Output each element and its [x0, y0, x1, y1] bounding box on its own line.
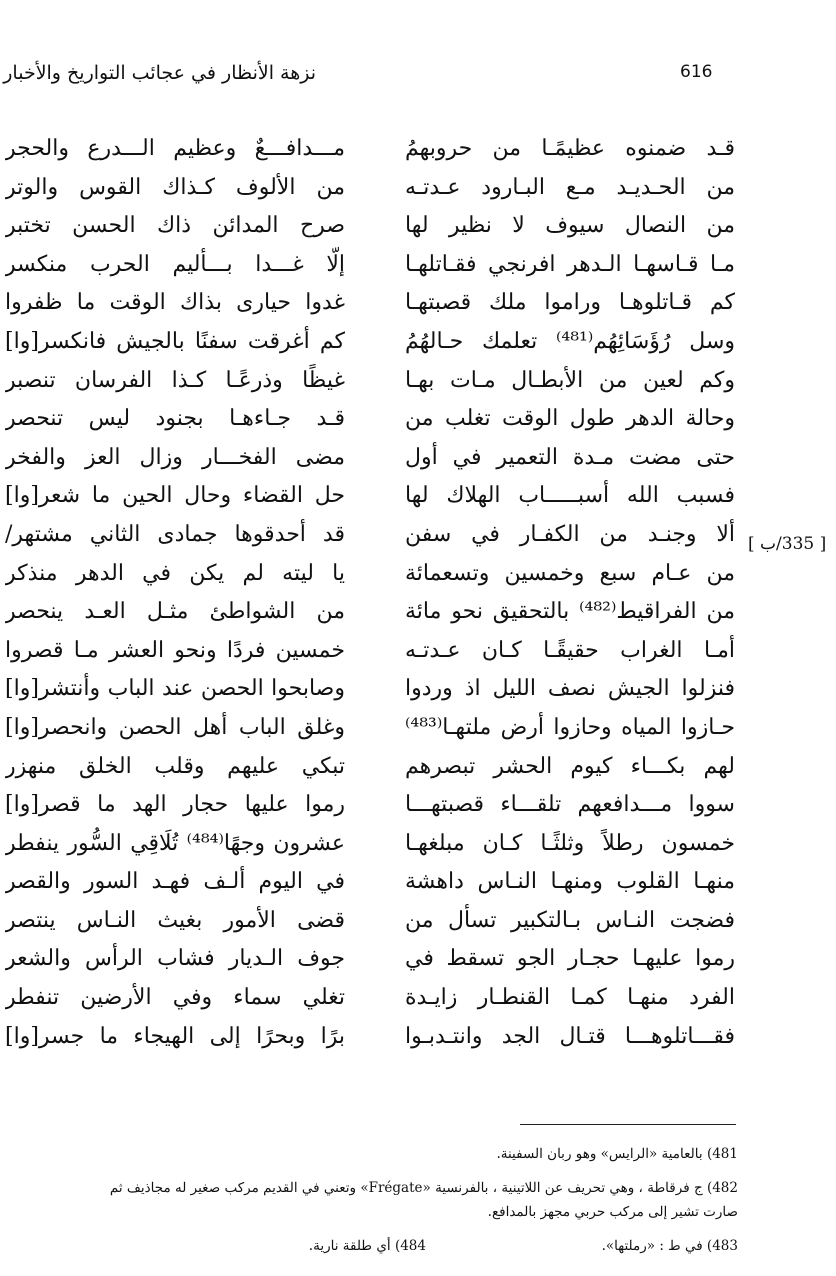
verse-line: منهـا القلوب ومنهـا النـاس داهشة: [405, 869, 735, 895]
poem-left-column: [5, 130, 345, 1056]
verse-line: برًا وبحرًا إلى الهيجاء ما جسر[وا]: [5, 1023, 345, 1049]
verse-line: فسبب الله أسبـــــاب الهلاك لها: [405, 483, 735, 509]
verse-line: من عـام سبع وخمسين وتسعمائة: [405, 560, 735, 586]
verse-line: حل القضاء وحال الحين ما شعر[وا]: [5, 483, 345, 509]
verse-line: مـا قـاسهـا الـدهر افرنجي فقـاتلهـا: [405, 251, 735, 277]
verse-line: وحالة الدهر طول الوقت تغلب من: [405, 406, 735, 432]
footnote-separator: [520, 1124, 736, 1125]
verse-line: حتى مضت مـدة التعمير في أول: [405, 444, 735, 470]
verse-line: فقـــاتلوهـــا قتـال الجد وانتـدبـوا: [405, 1023, 735, 1049]
page-number: 616: [680, 62, 713, 82]
verse-line: من الألوف كـذاك القوس والوتر: [5, 174, 345, 200]
verse-line: لهم بكـــاء كيوم الحشر تبصرهم: [405, 753, 735, 779]
verse-line: خمسين فردًا ونحو العشر مـا قصروا: [5, 637, 345, 663]
verse-line: من النصال سيوف لا نظير لها: [405, 213, 735, 239]
verse-line: خمسون رطلاً وثلثًـا كـان مبلغهـا: [405, 830, 735, 856]
verse-line: وغلق الباب أهل الحصن وانحصر[وا]: [5, 714, 345, 740]
verse-line: إلّا غـــدا بـــأليم الحرب منكسر: [5, 251, 345, 277]
verse-line: وصابحوا الحصن عند الباب وأنتشر[وا]: [5, 676, 345, 702]
verse-line: عشرون وجهًا⁽⁴⁸⁴⁾ تُلَاقِي السُّور ينفطر: [5, 830, 345, 856]
verse-line: تغلي سماء وفي الأرضين تنفطر: [5, 985, 345, 1011]
footnote-484: 484) أي طلقة نارية.: [308, 1238, 426, 1254]
verse-line: غدوا حيارى بذاك الوقت ما ظفروا: [5, 290, 345, 316]
verse-line: قـد ضمنوه عظيمًـا من حروبهمُ: [405, 136, 735, 161]
verse-line: وكم لعين من الأبطـال مـات بهـا: [405, 367, 735, 393]
verse-line: كم قـاتلوهـا وراموا ملك قصبتهـا: [405, 290, 735, 316]
footnote-483: 483) في ط : «رملتها».: [601, 1238, 738, 1254]
verse-line: من الحـديـد مـع البـارود عـدتـه: [405, 174, 735, 200]
verse-line: يا ليته لم يكن في الدهر منذكر: [5, 560, 345, 586]
verse-line: قضى الأمور بغيث النـاس ينتصر: [5, 907, 345, 933]
verse-line: تبكي عليهم وقلب الخلق منهزر: [5, 753, 345, 779]
verse-line: جوف الـديار فشاب الرأس والشعر: [5, 946, 345, 972]
verse-line: كم أغرقت سفنًا بالجيش فانكسر[وا]: [5, 328, 345, 354]
verse-line: ألا وجنـد من الكفـار في سفن: [405, 521, 735, 547]
verse-line: صرح المدائن ذاك الحسن تختبر: [5, 213, 345, 239]
verse-line: وسل رُؤَسَائِهُم⁽⁴⁸¹⁾ تعلمك حـالهُمُ: [405, 328, 735, 354]
manuscript-folio-marker: [ 335/ب ]: [748, 534, 827, 554]
running-header-title: نزهة الأنظار في عجائب التواريخ والأخبار: [3, 62, 316, 84]
footnote-481: 481) بالعامية «الرايس» وهو ربان السفينة.: [496, 1146, 738, 1162]
verse-line: فضجت النـاس بـالتكبير تسأل من: [405, 907, 735, 933]
verse-line: قـد جـاءهـا بجنود ليس تنحصر: [5, 406, 345, 432]
verse-line: مضى الفخـــار وزال العز والفخر: [5, 444, 345, 470]
verse-line: من الفراقيط⁽⁴⁸²⁾ بالتحقيق نحو مائة: [405, 599, 735, 625]
verse-line: مـــدافـــعٌ وعظيم الـــدرع والحجر: [5, 136, 345, 161]
verse-line: حـازوا المياه وحازوا أرض ملتهـا⁽⁴⁸³⁾: [405, 714, 735, 740]
poem-right-column: [405, 130, 735, 1056]
verse-line: فنزلوا الجيش نصف الليل اذ وردوا: [405, 676, 735, 702]
verse-line: الفرد منهـا كمـا القنطـار زايـدة: [405, 985, 735, 1011]
verse-line: أمـا الغراب حقيقًـا كـان عـدتـه: [405, 637, 735, 663]
verse-line: في اليوم ألـف فهـد السور والقصر: [5, 869, 345, 895]
verse-line: رموا عليهـا حجـار الجو تسقط في: [405, 946, 735, 972]
verse-line: غيظًا وذرعًـا كـذا الفرسان تنصبر: [5, 367, 345, 393]
verse-line: سووا مـــدافعهم تلقـــاء قصبتهـــا: [405, 792, 735, 818]
verse-line: قد أحدقوها جمادى الثاني مشتهر/: [5, 521, 345, 547]
footnote-482: 482) ج فرقاطة ، وهي تحريف عن اللاتينية ، بالفرنسية «Frégate» وتعني في القديم مركب صغير له مجاذيف ثم: [109, 1180, 738, 1196]
footnote-482-continuation: صارت تشير إلى مركب حربي مجهز بالمدافع.: [487, 1204, 738, 1220]
verse-line: رموا عليها حجار الهد ما قصر[وا]: [5, 792, 345, 818]
verse-line: من الشواطئ مثـل العـد ينحصر: [5, 599, 345, 625]
